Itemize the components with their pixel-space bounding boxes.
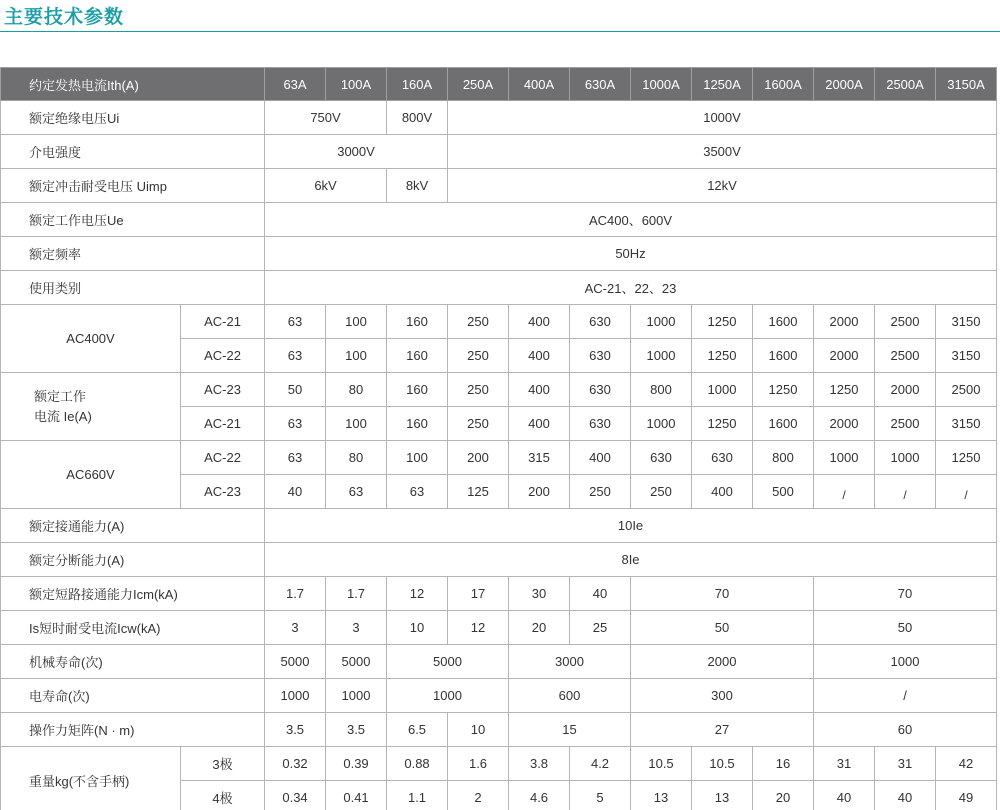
table-cell: 2500 <box>936 373 997 407</box>
header-label: 约定发热电流Ith(A) <box>1 68 265 101</box>
table-row <box>1 237 997 271</box>
table-cell: 630 <box>570 407 631 441</box>
table-cell: 8Ie <box>265 543 997 577</box>
table-cell: 12kV <box>448 169 997 203</box>
table-cell: 3 <box>326 611 387 645</box>
table-cell: 400 <box>509 339 570 373</box>
table-cell: 3150 <box>936 407 997 441</box>
row-label: 电寿命(次) <box>1 679 265 713</box>
table-cell: 5 <box>570 781 631 810</box>
table-cell: 40 <box>814 781 875 810</box>
table-cell: 2000 <box>875 373 936 407</box>
table-cell: / <box>814 679 997 713</box>
table-cell: 10.5 <box>631 747 692 781</box>
table-cell: 2000 <box>631 645 814 679</box>
table-cell: 0.32 <box>265 747 326 781</box>
table-cell: 3.8 <box>509 747 570 781</box>
label-line: 额定工作 <box>34 388 87 404</box>
header-row <box>1 68 997 101</box>
sub-label: AC-23 <box>181 373 265 407</box>
table-cell: 630 <box>692 441 753 475</box>
table-row <box>1 645 997 679</box>
sub-label: AC-23 <box>181 475 265 509</box>
table-row <box>1 271 997 305</box>
table-cell: 25 <box>570 611 631 645</box>
row-label: 额定短路接通能力Icm(kA) <box>1 577 265 611</box>
table-cell: 400 <box>570 441 631 475</box>
sub-label: 3极 <box>181 747 265 781</box>
row-label: 额定冲击耐受电压 Uimp <box>1 169 265 203</box>
table-cell: 12 <box>387 577 448 611</box>
col-header: 400A <box>509 68 570 101</box>
table-cell: 12 <box>448 611 509 645</box>
col-header: 1250A <box>692 68 753 101</box>
table-cell: 250 <box>570 475 631 509</box>
table-cell: 2500 <box>875 407 936 441</box>
table-cell: 750V <box>265 101 387 135</box>
table-cell: 30 <box>509 577 570 611</box>
table-cell: 10 <box>387 611 448 645</box>
table-cell: 0.41 <box>326 781 387 810</box>
table-cell: 1000 <box>631 339 692 373</box>
table-cell: 63 <box>265 407 326 441</box>
table-cell: 63 <box>265 305 326 339</box>
table-cell: 1600 <box>753 407 814 441</box>
table-cell: 1000V <box>448 101 997 135</box>
table-cell: 800 <box>631 373 692 407</box>
col-header: 1600A <box>753 68 814 101</box>
table-cell: 2000 <box>814 339 875 373</box>
col-header: 160A <box>387 68 448 101</box>
table-row <box>1 441 997 475</box>
table-cell: 27 <box>631 713 814 747</box>
table-cell: 800V <box>387 101 448 135</box>
table-cell: 100 <box>326 407 387 441</box>
table-cell: 4.2 <box>570 747 631 781</box>
table-cell: 1250 <box>936 441 997 475</box>
table-cell: 400 <box>692 475 753 509</box>
table-cell: 3000 <box>509 645 631 679</box>
table-cell: 1250 <box>692 305 753 339</box>
group-label-ac660v <box>1 441 181 509</box>
table-cell: 160 <box>387 339 448 373</box>
table-cell: 250 <box>448 373 509 407</box>
table-cell: 1250 <box>692 339 753 373</box>
table-cell: 40 <box>570 577 631 611</box>
table-cell: 5000 <box>387 645 509 679</box>
table-cell: 600 <box>509 679 631 713</box>
col-header: 63A <box>265 68 326 101</box>
table-cell: 49 <box>936 781 997 810</box>
table-cell: 1000 <box>265 679 326 713</box>
sub-label: AC-21 <box>181 407 265 441</box>
table-cell: 0.34 <box>265 781 326 810</box>
table-row <box>1 101 997 135</box>
table-cell: 60 <box>814 713 997 747</box>
table-cell: 100 <box>326 339 387 373</box>
table-cell: 20 <box>753 781 814 810</box>
col-header: 630A <box>570 68 631 101</box>
table-cell: 20 <box>509 611 570 645</box>
table-cell: 100 <box>326 305 387 339</box>
table-cell: 1.6 <box>448 747 509 781</box>
sub-label: 4极 <box>181 781 265 810</box>
table-cell: 31 <box>875 747 936 781</box>
table-cell: 1250 <box>692 407 753 441</box>
table-cell: 5000 <box>326 645 387 679</box>
table-cell: 1250 <box>753 373 814 407</box>
table-cell: 2000 <box>814 305 875 339</box>
table-cell: 630 <box>570 373 631 407</box>
row-label: 额定绝缘电压Ui <box>1 101 265 135</box>
table-cell: AC-21、22、23 <box>265 271 997 305</box>
table-cell: 63 <box>265 339 326 373</box>
table-cell: 3.5 <box>326 713 387 747</box>
slash-mark: / <box>842 488 846 502</box>
table-cell: 3.5 <box>265 713 326 747</box>
table-cell: 250 <box>448 407 509 441</box>
table-cell: 0.39 <box>326 747 387 781</box>
table-cell: 3000V <box>265 135 448 169</box>
table-cell: 6kV <box>265 169 387 203</box>
table-cell: 1000 <box>631 407 692 441</box>
row-label: 介电强度 <box>1 135 265 169</box>
slash-mark: / <box>903 488 907 502</box>
page-title: 主要技术参数 <box>4 6 125 28</box>
working-current-label <box>1 373 181 441</box>
row-label: 额定分断能力(A) <box>1 543 265 577</box>
table-cell: 10.5 <box>692 747 753 781</box>
row-label: 额定接通能力(A) <box>1 509 265 543</box>
table-cell: 160 <box>387 407 448 441</box>
table-cell: 1000 <box>631 305 692 339</box>
table-cell: 70 <box>631 577 814 611</box>
table-cell: 1600 <box>753 339 814 373</box>
table-cell: 6.5 <box>387 713 448 747</box>
table-cell: 1000 <box>326 679 387 713</box>
table-cell: 1000 <box>814 645 997 679</box>
table-cell: 31 <box>814 747 875 781</box>
table-row <box>1 203 997 237</box>
sub-label: AC-22 <box>181 441 265 475</box>
table-cell: 10Ie <box>265 509 997 543</box>
table-cell: 40 <box>875 781 936 810</box>
table-cell: 13 <box>631 781 692 810</box>
table-cell: 16 <box>753 747 814 781</box>
row-label: 使用类别 <box>1 271 265 305</box>
table-cell: 17 <box>448 577 509 611</box>
table-cell: 63 <box>265 441 326 475</box>
table-cell: 1.1 <box>387 781 448 810</box>
group-label-text: AC660V <box>66 466 115 482</box>
row-label: Is短时耐受电流Icw(kA) <box>1 611 265 645</box>
table-cell: 160 <box>387 373 448 407</box>
table-cell: 50 <box>265 373 326 407</box>
table-cell: 300 <box>631 679 814 713</box>
table-cell: 4.6 <box>509 781 570 810</box>
group-label-ac400v <box>1 305 181 373</box>
table-row <box>1 713 997 747</box>
table-cell <box>875 475 936 509</box>
table-row <box>1 577 997 611</box>
group-label-text: AC400V <box>66 330 115 346</box>
table-cell <box>936 475 997 509</box>
table-cell: 3500V <box>448 135 997 169</box>
table-cell: 500 <box>753 475 814 509</box>
table-cell: 10 <box>448 713 509 747</box>
table-cell: 3 <box>265 611 326 645</box>
table-cell: 100 <box>387 441 448 475</box>
table-cell: 1.7 <box>265 577 326 611</box>
col-header: 2500A <box>875 68 936 101</box>
row-label: 额定工作电压Ue <box>1 203 265 237</box>
table-cell: 200 <box>448 441 509 475</box>
table-cell: 3150 <box>936 339 997 373</box>
table-cell: 250 <box>448 305 509 339</box>
row-label: 机械寿命(次) <box>1 645 265 679</box>
col-header: 1000A <box>631 68 692 101</box>
table-row <box>1 679 997 713</box>
sub-label: AC-22 <box>181 339 265 373</box>
label-line: 电流 Ie(A) <box>34 408 92 424</box>
table-cell: 160 <box>387 305 448 339</box>
table-cell: 2 <box>448 781 509 810</box>
table-cell: 1250 <box>814 373 875 407</box>
table-cell: 3150 <box>936 305 997 339</box>
table-row <box>1 373 997 407</box>
table-cell: 315 <box>509 441 570 475</box>
table-cell: 800 <box>753 441 814 475</box>
col-header: 250A <box>448 68 509 101</box>
table-row <box>1 747 997 781</box>
table-cell: 40 <box>265 475 326 509</box>
table-cell: 200 <box>509 475 570 509</box>
title-divider <box>0 31 1000 32</box>
slash-mark: / <box>964 488 968 502</box>
table-row <box>1 611 997 645</box>
table-cell: 42 <box>936 747 997 781</box>
table-cell <box>814 475 875 509</box>
table-row <box>1 509 997 543</box>
table-cell: 1000 <box>692 373 753 407</box>
table-cell: 630 <box>631 441 692 475</box>
table-cell: 2500 <box>875 339 936 373</box>
table-cell: 2500 <box>875 305 936 339</box>
col-header: 2000A <box>814 68 875 101</box>
row-label: 操作力矩阵(N · m) <box>1 713 265 747</box>
col-header: 3150A <box>936 68 997 101</box>
table-row <box>1 169 997 203</box>
table-cell: AC400、600V <box>265 203 997 237</box>
sub-label: AC-21 <box>181 305 265 339</box>
table-cell: 0.88 <box>387 747 448 781</box>
table-cell: 1600 <box>753 305 814 339</box>
table-cell: 50 <box>814 611 997 645</box>
table-cell: 250 <box>631 475 692 509</box>
table-cell: 1000 <box>814 441 875 475</box>
table-cell: 13 <box>692 781 753 810</box>
table-cell: 1000 <box>875 441 936 475</box>
table-cell: 50 <box>631 611 814 645</box>
row-label: 重量kg(不含手柄) <box>1 747 181 810</box>
table-row <box>1 305 997 339</box>
table-cell: 80 <box>326 373 387 407</box>
table-cell: 63 <box>387 475 448 509</box>
spec-table <box>0 67 997 810</box>
table-cell: 70 <box>814 577 997 611</box>
col-header: 100A <box>326 68 387 101</box>
table-cell: 1000 <box>387 679 509 713</box>
table-cell: 400 <box>509 373 570 407</box>
table-cell: 50Hz <box>265 237 997 271</box>
table-cell: 2000 <box>814 407 875 441</box>
table-row <box>1 135 997 169</box>
table-cell: 15 <box>509 713 631 747</box>
table-cell: 63 <box>326 475 387 509</box>
table-cell: 630 <box>570 305 631 339</box>
table-cell: 1.7 <box>326 577 387 611</box>
table-cell: 250 <box>448 339 509 373</box>
table-cell: 125 <box>448 475 509 509</box>
table-cell: 80 <box>326 441 387 475</box>
table-cell: 5000 <box>265 645 326 679</box>
table-cell: 8kV <box>387 169 448 203</box>
table-cell: 400 <box>509 407 570 441</box>
table-cell: 400 <box>509 305 570 339</box>
row-label: 额定频率 <box>1 237 265 271</box>
table-row <box>1 543 997 577</box>
table-cell: 630 <box>570 339 631 373</box>
